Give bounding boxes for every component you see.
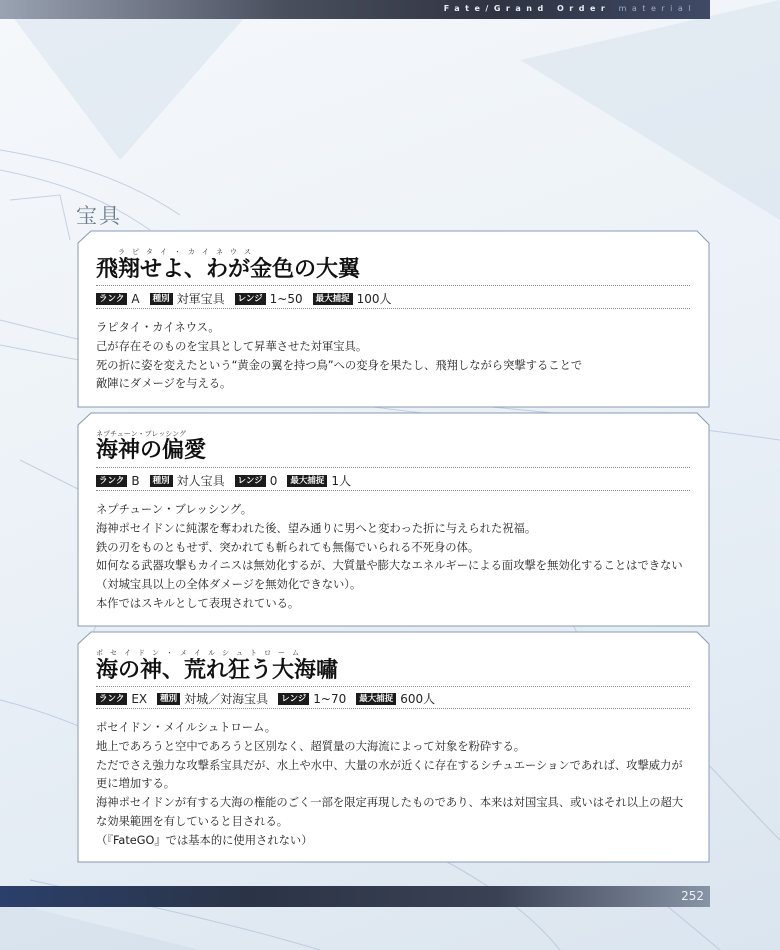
rank-tag: ランク [96, 475, 127, 487]
range-tag: レンジ [235, 293, 266, 305]
description-line: ただでさえ強力な攻撃系宝具だが、水上や水中、大量の水が近くに存在するシチュエーションであれば、攻撃威力が更に増加する。 [96, 758, 683, 791]
max-target-tag: 最大捕捉 [356, 693, 396, 705]
description-line: （『FateGO』では基本的に使用されない） [96, 833, 313, 847]
divider [96, 308, 690, 309]
divider [96, 686, 690, 687]
rank-tag: ランク [96, 693, 127, 705]
page-number: 252 [681, 889, 704, 903]
type-value: 対軍宝具 [176, 292, 225, 306]
description-line: ポセイドン・メイルシュトローム。 [96, 721, 277, 734]
series-title-bold: Fate/Grand Order [443, 4, 611, 13]
range-value: 1~70 [313, 691, 347, 706]
description-line: 地上であろうと空中であろうと区別なく、超質量の大海流によって対象を粉砕する。 [96, 739, 526, 753]
phantasm-name: 海神の偏愛 [96, 438, 207, 463]
range-tag: レンジ [235, 475, 266, 487]
description-line: 鉄の刃をものともせず、突かれても斬られても無傷でいられる不死身の体。 [96, 540, 480, 554]
description-line: 海神ポセイドンが有する大海の権能のごく一部を限定再現したものであり、本来は対国宝具、或いはそれ以上の超大な効果範囲を有していると目される。 [96, 796, 684, 828]
description-line: 死の折に姿を変えたという“黄金の翼を持つ鳥”への変身を果たし、飛翔しながら突撃することで [96, 358, 583, 372]
description [96, 501, 690, 614]
divider [96, 490, 690, 491]
noble-phantasm-card-1 [77, 230, 710, 408]
phantasm-name: 飛翔せよ、わが金色の大翼 [96, 257, 361, 282]
max-target-tag: 最大捕捉 [313, 293, 353, 305]
noble-phantasm-card-3 [77, 631, 710, 863]
max-target-tag: 最大捕捉 [287, 475, 327, 487]
description [96, 319, 690, 394]
description-line: 本作ではスキルとして表現されている。 [96, 596, 300, 610]
max-target-value: 1人 [331, 474, 351, 488]
rank-value: A [131, 291, 140, 306]
section-title: 宝具 [76, 204, 122, 228]
range-value: 0 [269, 473, 278, 488]
name-ruby: ネプチューン・ブレッシング [96, 430, 186, 438]
description-line: 敵陣にダメージを与える。 [96, 377, 232, 391]
footer-bar [0, 886, 710, 907]
name-ruby: ポ セ イ ド ン ・ メ イ ル シ ュ ト ロ ー ム [96, 649, 299, 657]
phantasm-name: 海の神、荒れ狂う大海嘯 [96, 658, 339, 683]
type-tag: 種別 [157, 693, 180, 705]
type-value: 対城／対海宝具 [184, 692, 269, 706]
range-value: 1~50 [269, 291, 303, 306]
type-tag: 種別 [150, 475, 173, 487]
series-title-thin: material [618, 4, 696, 13]
name-ruby: ラ ピ タ イ ・ カ イ ネ ウ ス [118, 248, 251, 256]
header-bar [0, 0, 710, 19]
rank-value: B [131, 473, 140, 488]
description-line: ネプチューン・ブレッシング。 [96, 503, 253, 516]
divider [96, 285, 690, 286]
divider [96, 708, 690, 709]
stats-row [96, 472, 361, 489]
description-line: 己が存在そのものを宝具として昇華させた対軍宝具。 [96, 339, 368, 353]
max-target-value: 600人 [400, 692, 436, 706]
rank-tag: ランク [96, 293, 127, 305]
series-title [444, 4, 696, 13]
range-tag: レンジ [278, 693, 309, 705]
type-value: 対人宝具 [176, 474, 225, 488]
description [96, 719, 690, 851]
type-tag: 種別 [150, 293, 173, 305]
noble-phantasm-card-2 [77, 412, 710, 627]
description-line: 如何なる武器攻撃もカイニスは無効化するが、大質量や膨大なエネルギーによる面攻撃を無効化することはできない（対城宝具以上の全体ダメージを無効化できない）。 [96, 559, 683, 592]
stats-row [96, 290, 402, 307]
stats-row [96, 690, 445, 707]
divider [96, 467, 690, 468]
max-target-value: 100人 [356, 292, 392, 306]
rank-value: EX [131, 691, 148, 706]
description-line: ラピタイ・カイネウス。 [96, 321, 220, 334]
description-line: 海神ポセイドンに純潔を奪われた後、望み通りに男へと変わった折に与えられた祝福。 [96, 521, 537, 535]
